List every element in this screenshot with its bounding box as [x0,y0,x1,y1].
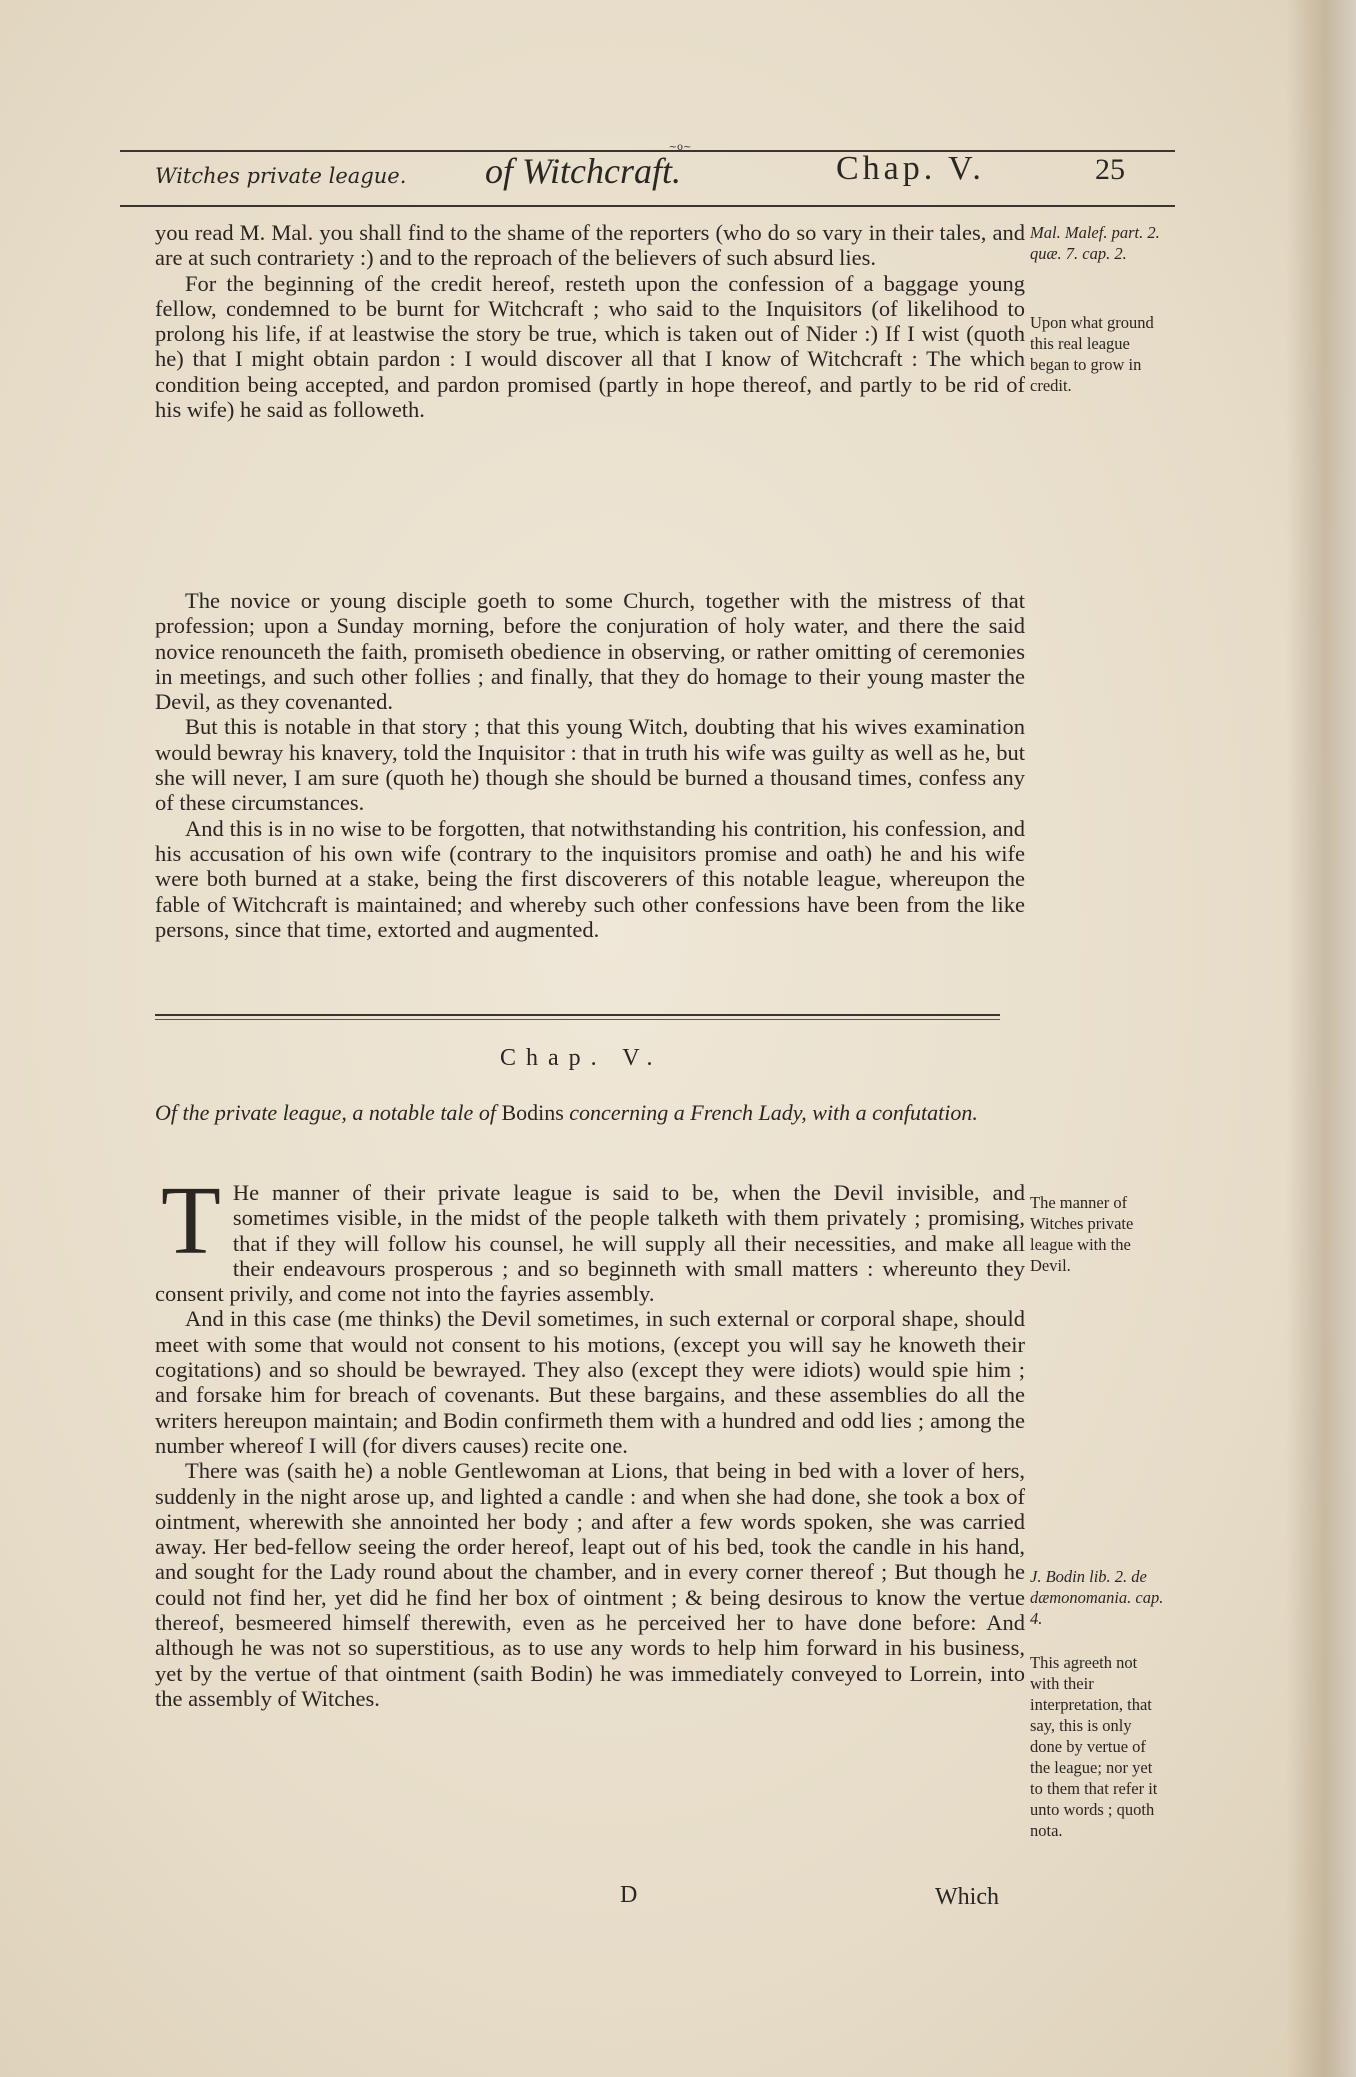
summary-text: concerning a French Lady, with a confutation. [563,1100,978,1125]
margin-note-reference: Mal. Malef. part. 2. quæ. 7. cap. 2. [1030,223,1160,263]
catchword: Which [935,1884,999,1910]
running-head-title: of Witchcraft. [485,151,681,191]
summary-name: Bodins [501,1100,564,1125]
paragraph: And in this case (me thinks) the Devil sometimes, in such external or corporal shape, should meet with some that would not consent to his motions, (except you will say he knoweth their cogitations) and so should be bewrayed. They also (except they were idiots) would spie him ; and forsake him for breach of covenants. But these bargains, and these assemblies do all the writers hereupon maintain; and Bodin confirmeth them with a hundred and odd lies ; among the number whereof I will (for divers causes) recite one. [155,1306,1025,1458]
paragraph: There was (saith he) a noble Gentlewoman at Lions, that being in bed with a lover of hers, suddenly in the night arose up, and lighted a candle : and when she had done, she took a box of ointment, wherewith she annointed her body ; and after a few words spoken, she was carried away. Her bed-fellow seeing the order hereof, leapt out of his bed, took the candle in his hand, and sought for the Lady round about the chamber, and in every corner thereof ; But though he could not find her, yet did he find her box of ointment ; & being desirous to know the vertue thereof, besmeered himself therewith, even as he perceived her to have done before: And although he was not so superstitious, as to use any words to help him forward in his business, yet by the vertue of that ointment (saith Bodin) he was immediately conveyed to Lorrein, into the assembly of Witches. [155,1458,1025,1711]
chapter-heading: Chap. V. [500,1045,663,1071]
body-text-block-2 [155,588,1025,942]
paragraph: The novice or young disciple goeth to some Church, together with the mistress of that profession; upon a Sunday morning, before the conjuration of holy water, and there the said novice renounceth the faith, promiseth obedience in observing, or rather omitting of ceremonies in meetings, and such other follies ; and finally, that they do homage to their young master the Devil, as they covenanted. [155,588,1025,715]
paragraph: you read M. Mal. you shall find to the shame of the reporters (who do so vary in their tales, and are at such contrariety :) and to the reproach of the believers of such absurd lies. [155,220,1025,271]
header-rule-bottom [120,205,1175,207]
margin-note-reference: J. Bodin lib. 2. de dæmonomania. cap. 4. [1030,1567,1164,1628]
paragraph-text: He manner of their private league is said to be, when the Devil invisible, and sometimes visible, in the midst of the people talketh with them privately ; promising, that if they will follow his counsel, he will supply all their necessities, and make all their endeavours prosperous ; and so beginneth with small matters : whereunto they consent privily, and come not into the fayries assembly. [155,1180,1025,1307]
margin-note: The manner of Witches private league with the Devil. [1030,1193,1134,1275]
page-edge-shadow [1286,0,1356,2077]
paragraph [155,1167,1025,1307]
paragraph: And this is in no wise to be forgotten, that notwithstanding his contrition, his confession, and his accusation of his own wife (contrary to the inquisitors promise and oath) he and his wife were both burned at a stake, being the first discoverers of this notable league, whereupon the fable of Witchcraft is maintained; and whereby such other confessions have been from the like persons, since that time, extorted and augmented. [155,815,1025,942]
running-head-left: Witches private league. [155,164,407,188]
running-head-chapter: Chap. V. [836,150,985,187]
paragraph: But this is notable in that story ; that this young Witch, doubting that his wives examination would bewray his knavery, told the Inquisitor : that in truth his wife was guilty as well as he, but she will never, I am sure (quoth he) though she should be burned a thousand times, confess any of these circumstances. [155,714,1025,816]
margin-note: Upon what ground this real league began to grow in credit. [1030,313,1154,395]
section-divider [155,1014,1000,1016]
signature-mark: D [620,1882,638,1908]
body-text-block-3 [155,1167,1025,1711]
header-ornament-icon: ~o~ [668,142,692,153]
margin-note: This agreeth not with their interpretation, that say, this is only done by vertue of the league; nor yet to them that refer it unto words ; quoth nota. [1030,1653,1158,1840]
page-number: 25 [1095,153,1125,186]
chapter-summary [155,1100,1025,1126]
body-text-block-1 [155,220,1025,422]
section-divider-thin [155,1019,1000,1020]
paragraph: For the beginning of the credit hereof, resteth upon the confession of a baggage young fellow, condemned to be burnt for Witchcraft ; who said to the Inquisitors (of likelihood to prolong his life, if at leastwise the story be true, which is taken out of Nider :) If I wist (quoth he) that I might obtain pardon : I would discover all that I know of Witchcraft : The which condition being accepted, and pardon promised (partly in hope thereof, and partly to be rid of his wife) he said as followeth. [155,270,1025,423]
drop-cap: T [161,1167,221,1275]
summary-text: Of the private league, a notable tale of [155,1100,502,1125]
